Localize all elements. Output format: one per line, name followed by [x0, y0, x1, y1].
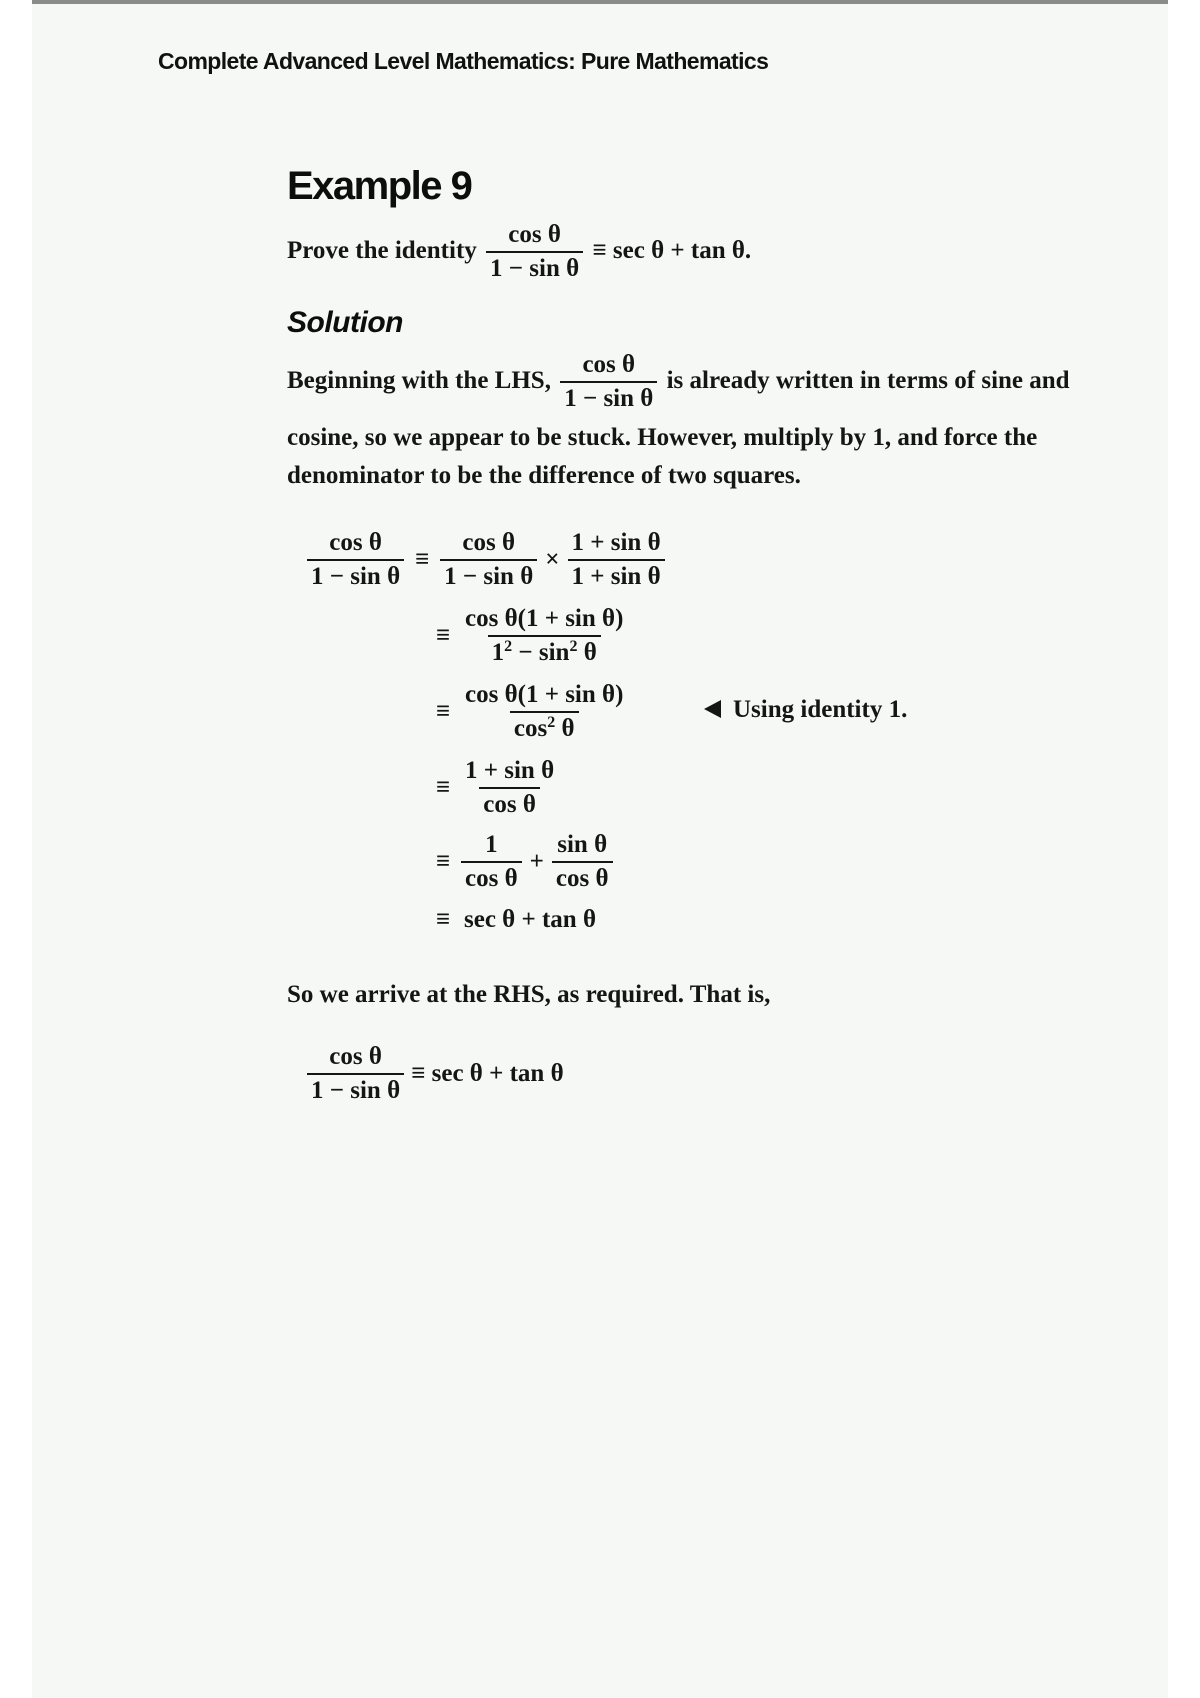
- para1-end: is already written in terms of sine and: [666, 366, 1070, 394]
- step2-den-exp2: 2: [569, 638, 578, 656]
- derivation-step-2: [428, 606, 630, 667]
- step4-num: 1 + sin θ: [465, 757, 555, 784]
- step2-den-mid: − sin: [512, 639, 570, 667]
- step3-den-base: cos: [513, 715, 548, 743]
- equiv-sign: ≡: [435, 698, 451, 726]
- derivation-step-4: [428, 758, 561, 819]
- equiv-sign: ≡: [435, 622, 451, 650]
- identity-rhs: ≡ sec θ + tan θ.: [592, 236, 752, 264]
- side-note: [704, 696, 907, 724]
- running-head: Complete Advanced Level Mathematics: Pure Mathematics: [158, 48, 769, 74]
- example-title: Example 9: [287, 164, 472, 208]
- final-identity: [304, 1044, 564, 1105]
- times-sign: ×: [545, 546, 560, 574]
- step5-a-num: 1: [485, 831, 498, 858]
- equiv-sign: ≡: [435, 848, 451, 876]
- step1-lhs-fraction: [307, 530, 404, 591]
- identity-fraction: [486, 222, 583, 283]
- derivation-step-6: [428, 906, 596, 934]
- step1-lhs-num: cos θ: [329, 529, 382, 556]
- derivation-step-1: [304, 530, 668, 591]
- prompt-text: Prove the identity: [287, 236, 477, 264]
- step5-fraction-b: [552, 832, 613, 893]
- step3-fraction: [461, 682, 627, 743]
- step2-den-exp: 2: [504, 638, 513, 656]
- step1-a-den: 1 − sin θ: [440, 559, 537, 590]
- step1-lhs-den: 1 − sin θ: [307, 559, 404, 590]
- example-statement: [287, 222, 751, 283]
- step1-fraction-b: [568, 530, 665, 591]
- book-page: [32, 0, 1168, 1698]
- solution-line-3: denominator to be the difference of two squares.: [287, 462, 801, 489]
- para1-numerator: cos θ: [582, 351, 636, 378]
- step5-b-num: sin θ: [557, 831, 608, 858]
- left-arrow-icon: [704, 700, 721, 718]
- step2-den-base: 1: [491, 639, 505, 667]
- derivation-step-3: [428, 682, 630, 743]
- identity-numerator: cos θ: [508, 221, 561, 248]
- equiv-sign: ≡: [435, 774, 451, 802]
- final-den: 1 − sin θ: [307, 1073, 404, 1104]
- identity-denominator: 1 − sin θ: [486, 251, 583, 282]
- step5-fraction-a: [461, 832, 522, 893]
- step1-fraction-a: [440, 530, 537, 591]
- derivation-step-5: [428, 832, 616, 893]
- step3-den: [510, 711, 579, 742]
- step1-b-num: 1 + sin θ: [571, 529, 661, 556]
- conclusion-text: So we arrive at the RHS, as required. That is,: [287, 981, 771, 1008]
- step5-b-den: cos θ: [552, 861, 613, 892]
- step3-num: cos θ(1 + sin θ): [465, 681, 624, 708]
- step2-fraction: [461, 606, 627, 667]
- step6-expression: sec θ + tan θ: [464, 906, 596, 933]
- step3-den-end: θ: [555, 715, 575, 743]
- final-fraction: [307, 1044, 404, 1105]
- step4-fraction: [461, 758, 558, 819]
- final-num: cos θ: [329, 1043, 382, 1070]
- step2-den: [488, 635, 601, 666]
- solution-line-1: [287, 352, 1070, 413]
- plus-sign: +: [529, 848, 544, 876]
- para1-start: Beginning with the LHS,: [287, 366, 551, 394]
- step2-num: cos θ(1 + sin θ): [465, 605, 624, 632]
- para1-fraction: [560, 352, 657, 413]
- step1-a-num: cos θ: [462, 529, 515, 556]
- para1-denominator: 1 − sin θ: [560, 381, 657, 412]
- equiv-sign: ≡: [435, 906, 451, 933]
- step1-b-den: 1 + sin θ: [568, 559, 665, 590]
- side-note-text: Using identity 1.: [733, 696, 908, 723]
- step4-den: cos θ: [479, 787, 540, 818]
- step5-a-den: cos θ: [461, 861, 522, 892]
- solution-title: Solution: [287, 306, 403, 339]
- solution-line-2: cosine, so we appear to be stuck. However, multiply by 1, and force the: [287, 424, 1038, 451]
- step3-den-exp: 2: [547, 714, 556, 732]
- equiv-sign: ≡: [415, 546, 430, 574]
- step2-den-end: θ: [577, 639, 597, 667]
- final-rhs: ≡ sec θ + tan θ: [411, 1060, 564, 1088]
